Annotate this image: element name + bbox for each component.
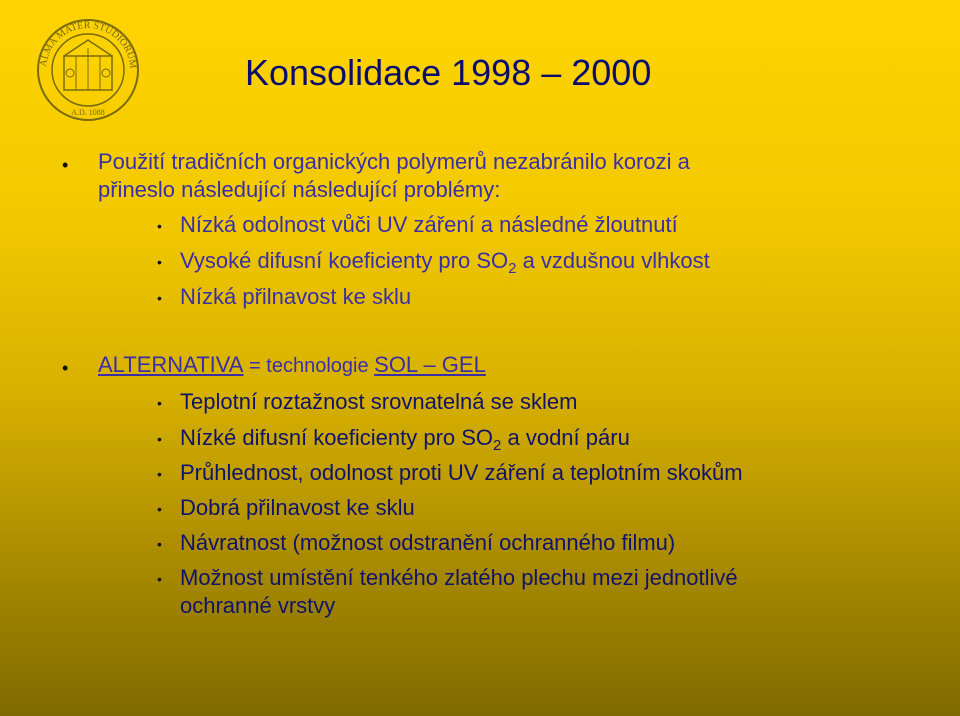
advantage-item: Průhlednost, odolnost proti UV záření a teplotním skokům: [180, 460, 743, 485]
issue-item: Nízká přilnavost ke sklu: [180, 284, 412, 309]
advantage-item: Možnost umístění tenkého zlatého plechu mezi jednotlivé: [180, 565, 738, 590]
svg-text:ALMA MATER STUDIORUM: ALMA MATER STUDIORUM: [38, 19, 139, 70]
sub-bullet-icon: •: [157, 431, 162, 447]
section1-line2: přineslo následující následující problémy:: [98, 177, 501, 202]
university-seal-logo: [36, 18, 140, 122]
advantage-item: Návratnost (možnost odstranění ochranného filmu): [180, 530, 676, 555]
advantage-item: [180, 425, 630, 454]
subscript: 2: [493, 437, 502, 454]
alternative-mid: = technologie: [243, 355, 375, 377]
slide-title: Konsolidace 1998 – 2000: [245, 52, 652, 93]
bullet-icon: •: [62, 155, 69, 175]
alternative-line: [98, 352, 486, 378]
advantage-item-pre: Nízké difusní koeficienty pro SO: [180, 425, 494, 450]
bullet-icon: •: [62, 358, 69, 378]
issue-item: Nízká odolnost vůči UV záření a následné žloutnutí: [180, 212, 678, 237]
issue-item-post: a vzdušnou vlhkost: [516, 248, 710, 273]
sub-bullet-icon: •: [157, 501, 162, 517]
sub-bullet-icon: •: [157, 395, 162, 411]
sub-bullet-icon: •: [157, 466, 162, 482]
subscript: 2: [508, 260, 517, 277]
advantage-item: Dobrá přilnavost ke sklu: [180, 495, 415, 520]
sub-bullet-icon: •: [157, 218, 162, 234]
sub-bullet-icon: •: [157, 290, 162, 306]
sub-bullet-icon: •: [157, 571, 162, 587]
sub-bullet-icon: •: [157, 536, 162, 552]
sub-bullet-icon: •: [157, 254, 162, 270]
issue-item: [180, 248, 710, 277]
sol-gel-label: SOL – GEL: [374, 352, 486, 377]
issue-item-pre: Vysoké difusní koeficienty pro SO: [180, 248, 509, 273]
alternative-word: ALTERNATIVA: [98, 352, 244, 377]
advantage-item: Teplotní roztažnost srovnatelná se sklem: [180, 389, 578, 414]
advantage-item-continuation: ochranné vrstvy: [180, 593, 336, 618]
section1-line1: Použití tradičních organických polymerů nezabránilo korozi a: [98, 149, 690, 174]
advantage-item-post: a vodní páru: [501, 425, 630, 450]
svg-text:A.D. 1088: A.D. 1088: [71, 108, 105, 117]
